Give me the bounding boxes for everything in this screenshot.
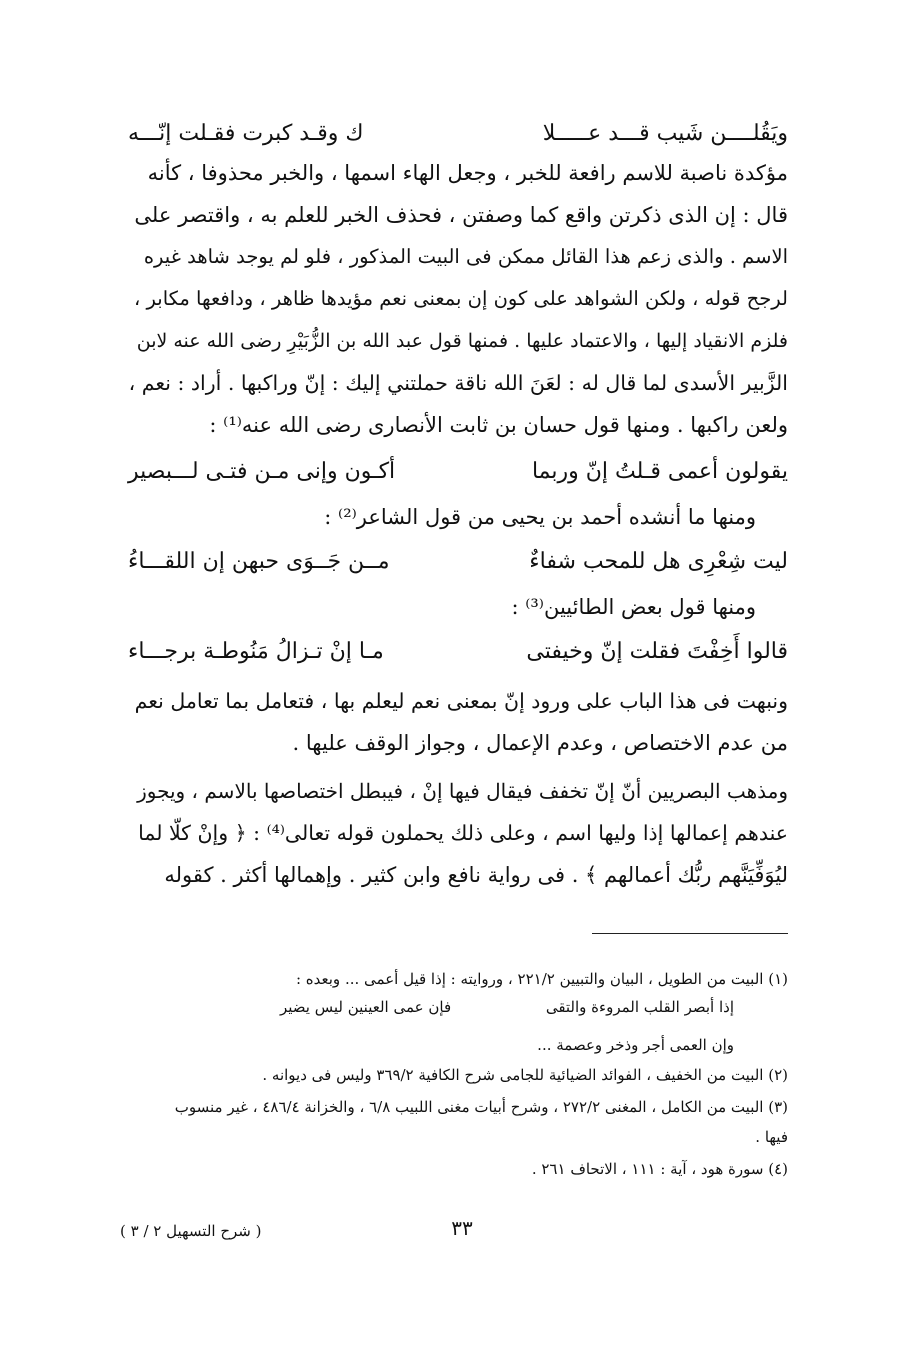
verse-hemistich-left: أكـون وإنى مـن فتـى لـــبصير [128,459,396,484]
text-line: الزَّبير الأسدى لما قال له : لعَنَ الله ناقة حملتني إليك : إنّ وراكبها . أراد : نعم ، [128,371,788,395]
text-line: ليُوَفِّيَنَّهم ربُّك أعمالهم ﴾ . فى رواية نافع وابن كثير . وإهمالها أكثر . كقوله [164,863,788,887]
verse-intro: ومنها قول بعض الطائيين⁽³⁾ : [511,595,756,619]
text-line: لرجح قوله ، ولكن الشواهد على كون إن بمعنى نعم مؤيدها ظاهر ، ودافعها مكابر ، [134,287,788,310]
verse-hemistich-right: يقولون أعمى قـلتُ إنّ وربما [531,459,788,484]
verse-hemistich-left: ك وقـد كبرت فقـلت إنّـــه [128,121,364,146]
footnote-1-verse-left: فإن عمى العينين ليس يضير [280,998,452,1016]
text-line: ومذهب البصريين أنّ إنّ تخفف فيقال فيها إنْ ، فيبطل اختصاصها بالاسم ، ويجوز [137,779,788,803]
text-line: الاسم . والذى زعم هذا القائل ممكن فى البيت المذكور ، فلو لم يوجد شاهد غيره [143,245,788,268]
text-line: فلزم الانقياد إليها ، والاعتماد عليها . فمنها قول عبد الله بن الزُّبَيْرِ رضى الله عنه لابن [136,330,788,352]
text-line: ونبهت فى هذا الباب على ورود إنّ بمعنى نعم ليعلم بها ، فتعامل بما تعامل نعم [134,689,788,713]
verse-hemistich-right: قالوا أَخِفْتَ فقلت إنّ وخيفتى [526,639,788,664]
footnote-separator [592,933,788,934]
footnote-3: (٣) البيت من الكامل ، المغنى ٢٧٢/٢ ، وشرح أبيات مغنى اللبيب ٦/٨ ، والخزانة ٤٨٦/٤ ، غير منسوب [174,1098,788,1116]
text-line: من عدم الاختصاص ، وعدم الإعمال ، وجواز الوقف عليها . [292,731,788,755]
footnote-1-line: وإن العمى أجر وذخر وعصمة ... [537,1036,734,1054]
verse-hemistich-left: مــن جَــوَى حبهن إن اللقـــاءُ [128,549,390,574]
footnote-4: (٤) سورة هود ، آية : ١١١ ، الاتحاف ٢٦١ . [531,1160,788,1178]
text-line: قال : إن الذى ذكرتن واقع كما وصفتن ، فحذف الخبر للعلم به ، واقتصر على [134,203,788,227]
signature-mark: ( شرح التسهيل ٢ / ٣ ) [120,1222,262,1240]
verse-intro: ومنها ما أنشده أحمد بن يحيى من قول الشاعر⁽²⁾ : [324,505,756,529]
footnote-2: (٢) البيت من الخفيف ، الفوائد الضيائية للجامى شرح الكافية ٣٦٩/٢ وليس فى ديوانه . [262,1066,788,1084]
text-line: ولعن راكبها . ومنها قول حسان بن ثابت الأنصارى رضى الله عنه⁽¹⁾ : [209,413,788,437]
footnote-1: (١) البيت من الطويل ، البيان والتبيين ٢٢١/٢ ، وروايته : إذا قيل أعمى ... وبعده : [295,970,788,988]
footnote-1-verse-right: إذا أبصر القلب المروءة والتقى [545,998,734,1016]
verse-hemistich-left: مـا إنْ تـزالُ مَنُوطـة برجـــاء [128,639,384,664]
verse-hemistich-right: ويَقُلــــن شَيب قـــد عـــــلا [542,121,788,146]
text-line: عندهم إعمالها إذا وليها اسم ، وعلى ذلك يحملون قوله تعالى⁽⁴⁾ : ﴿ وإنْ كلّا لما [138,821,788,845]
text-line: مؤكدة ناصبة للاسم رافعة للخبر ، وجعل الهاء اسمها ، والخبر محذوفا ، كأنه [147,161,788,185]
footnote-3-cont: فيها . [755,1128,788,1146]
page-number: ٣٣ [451,1216,473,1240]
verse-hemistich-right: ليت شِعْرِى هل للمحب شفاءٌ [529,549,788,574]
